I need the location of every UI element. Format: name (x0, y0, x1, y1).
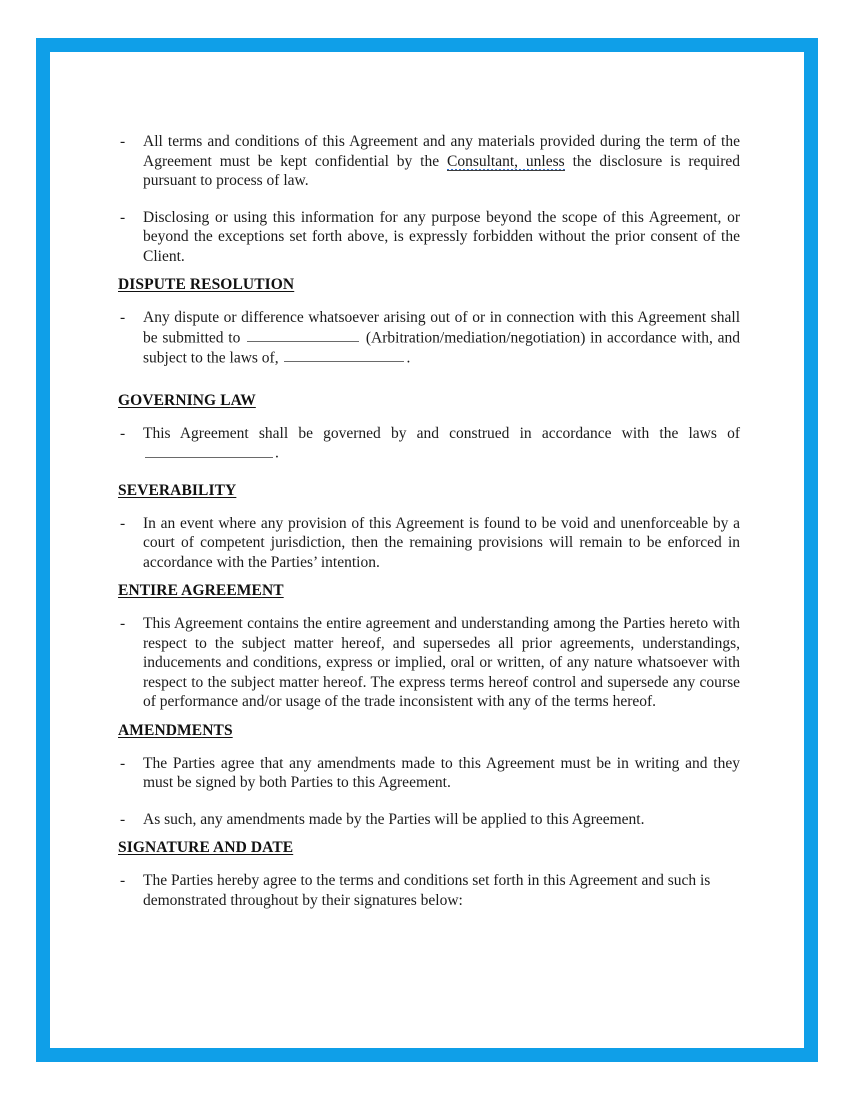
section-heading-amendments: AMENDMENTS (118, 721, 233, 739)
spacer (118, 266, 740, 276)
list-item-text: The Parties agree that any amendments made to this Agreement must be in writing and they must be signed by both Parties to this Agreement. (143, 754, 740, 792)
bullet-dash: - (120, 133, 126, 150)
list-item-text (143, 308, 740, 368)
blank-fill-line-arbitration[interactable] (247, 328, 359, 343)
list-item (118, 614, 740, 712)
dispute-text-part1: Any dispute or difference whatsoever arising out of or in connection with this Agreement shall be submitted to (143, 309, 740, 347)
list-item (118, 810, 740, 830)
section-heading-governing-law: GOVERNING LAW (118, 391, 256, 409)
list-item (118, 308, 740, 368)
list-item (118, 871, 740, 910)
bullet-dash: - (120, 872, 126, 890)
dispute-text-part3: . (406, 349, 411, 367)
spellcheck-flagged-text[interactable]: Consultant, unless (447, 152, 565, 170)
section-entire-agreement (118, 582, 740, 712)
blank-fill-line-governing-law[interactable] (145, 443, 273, 458)
list-item-text (143, 424, 740, 464)
list-item (118, 514, 740, 573)
section-heading-severability: SEVERABILITY (118, 481, 237, 499)
list-item-text: Disclosing or using this information for any purpose beyond the scope of this Agreement, or beyond the exceptions set forth above, is expressly forbidden without the prior consent of the Client. (143, 208, 740, 265)
section-heading-entire-agreement: ENTIRE AGREEMENT (118, 582, 284, 600)
list-item-text: In an event where any provision of this Agreement is found to be void and unenforceable by a court of competent jurisdiction, then the remaining provisions will remain to be enforced in accordance with the Parties’ intention. (143, 514, 740, 571)
section-heading-signature-and-date: SIGNATURE AND DATE (118, 839, 294, 857)
list-item (118, 754, 740, 793)
list-item (118, 424, 740, 464)
spacer (118, 572, 740, 582)
document-sheet (50, 52, 804, 1048)
confidentiality-text-pre: All terms and conditions of this Agreement and any materials provided during the term of the Agreement must be kept confidential by the (143, 133, 740, 170)
spacer (118, 829, 740, 839)
blue-page-border (36, 38, 818, 1062)
spacer (118, 464, 740, 482)
bullet-dash: - (120, 615, 126, 633)
dispute-text-part2: (Arbitration/mediation/negotiation) in accordance with, and subject to the laws of, (143, 329, 740, 367)
section-heading-dispute-resolution: DISPUTE RESOLUTION (118, 276, 295, 294)
governing-law-text-part2: . (275, 445, 279, 463)
section-governing-law (118, 392, 740, 464)
blank-fill-line-laws[interactable] (284, 348, 404, 363)
section-dispute-resolution (118, 276, 740, 368)
section-confidentiality (118, 132, 740, 266)
bullet-dash: - (120, 514, 126, 532)
bullet-dash: - (120, 754, 126, 772)
section-severability (118, 482, 740, 573)
bullet-dash: - (120, 810, 126, 828)
section-amendments (118, 722, 740, 830)
spacer (118, 712, 740, 722)
list-item (118, 132, 740, 191)
spacer (118, 368, 740, 392)
list-item-text: The Parties hereby agree to the terms and conditions set forth in this Agreement and such is demonstrated throughout by their signatures below: (143, 872, 711, 909)
bullet-dash: - (120, 309, 126, 327)
list-item-text: As such, any amendments made by the Parties will be applied to this Agreement. (143, 810, 645, 828)
bullet-dash: - (120, 208, 126, 226)
list-item (118, 208, 740, 267)
section-signature-and-date (118, 839, 740, 910)
bullet-dash: - (120, 424, 126, 442)
confidentiality-text-post: the disclosure is required pursuant to process of law. (143, 152, 741, 190)
governing-law-text-part1: This Agreement shall be governed by and construed in accordance with the laws of (143, 424, 740, 442)
document-body (118, 132, 740, 910)
list-item-text (143, 132, 740, 191)
list-item-text: This Agreement contains the entire agreement and understanding among the Parties hereto with respect to the subject matter hereof, and supersedes all prior agreements, understandings, inducements and conditions, express or implied, oral or written, of any nature whatsoever with respect to the subject matter hereof. The express terms hereof control and supersede any course of performance and/or usage of the trade inconsistent with any of the terms hereof. (143, 615, 740, 711)
